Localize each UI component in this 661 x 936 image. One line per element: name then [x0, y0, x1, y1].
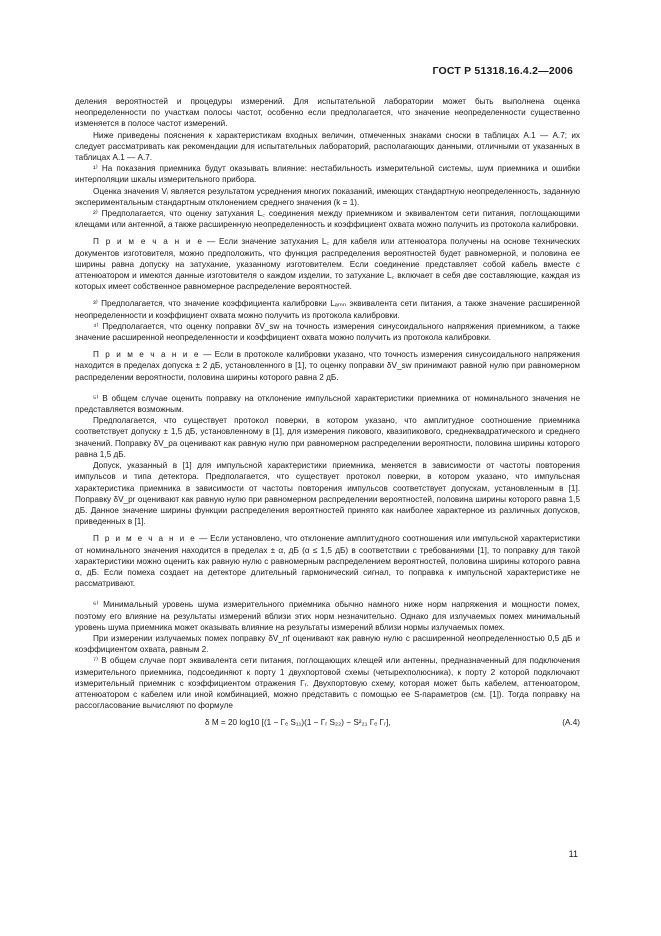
note-label: П р и м е ч а н и е	[93, 350, 200, 360]
paragraph-text: — Если значение затухания L꜀ для кабеля или аттенюатора получены на основе технических документов изготовителя, можно предположить, что функция распределения вероятностей будет равномерной, и половина ее ширины равна допуску на затухание, указанному изготовителем. Если соединение представляет собой кабель вместе с аттенюатором и имеются данные изготовителя о каждом изделии, то затухание L꜀ включает в себя две составляющие, каждая из которых имеет собственное равномерное распределение вероятностей.	[75, 237, 580, 292]
paragraph-text: ²⁾ Предполагается, что оценку затухания L꜀ соединения между приемником и эквивалентом сети питания, поглощающими клещами или антенной, а также расширенную неопределенность и коэффициент охвата можно получить из протокола калибровки.	[75, 209, 580, 230]
note-label: П р и м е ч а н и е	[93, 534, 197, 544]
paragraph-p11	[75, 415, 580, 460]
paragraph-p8	[75, 321, 580, 343]
paragraph-p13	[75, 533, 580, 589]
paragraph-text: ⁶⁾ Минимальный уровень шума измерительного приемника обычно намного ниже норм напряжения и мощности помех, поэтому его влияние на результаты измерений вблизи этих норм незначительно. Однако для излучаемых помех минимальный уровень шума приемника может оказывать влияние на результаты измерений вблизи нормы излучаемых помех.	[75, 600, 580, 632]
page-number: 11	[568, 849, 578, 859]
paragraph-p2	[75, 130, 580, 164]
paragraph-p12	[75, 460, 580, 527]
note-label: П р и м е ч а н и е	[93, 237, 204, 247]
paragraph-p9	[75, 349, 580, 383]
paragraph-text: деления вероятностей и процедуры измерений. Для испытательной лаборатории может быть выполнена оценка неопределенности по участкам полосы частот, особенно если предполагается, что значение неопределенности существенно изменяется в полосе частот измерений.	[75, 97, 580, 129]
paragraph-text: Допуск, указанный в [1] для импульсной характеристики приемника, меняется в зависимости от частоты повторения импульсов и типа детектора. Предполагается, что существует протокол поверки, в котором указано, что импульсная характеристика приемника в зависимости от частоты повторения импульсов соответствует допускам, установленным в [1]. Поправку δV_pr оценивают как равную нулю при равномерном распределении вероятностей, половина ширины которого равна 1,5 дБ. Данное значение ширины функции распределения вероятностей принято как наиболее характерное из различных допусков, приведенных в [1].	[75, 461, 580, 527]
paragraph-text: Оценка значения Vᵢ является результатом усреднения многих показаний, имеющих стандартную неопределенность, заданную экспериментальным стандартным отклонением среднего значения (k = 1).	[75, 186, 580, 207]
paragraph-p1	[75, 96, 580, 130]
paragraph-text: — Если в протоколе калибровки указано, что точность измерения синусоидального напряжения находится в пределах допуска ± 2 дБ, установленного в [1], то оценку поправки δV_sw принимают равной нулю при равномерном распределении вероятности, половина ширины которого равна 2 дБ.	[75, 350, 580, 382]
paragraph-p3	[75, 163, 580, 185]
paragraph-text: При измерении излучаемых помех поправку δV_nf оценивают как равную нулю с расширенной неопределенностью 0,5 дБ и коэффициентом охвата, равным 2.	[75, 633, 580, 655]
paragraph-text: ¹⁾ На показания приемника будут оказывать влияние: нестабильность измерительной системы, шум приемника и ошибки интерполяции шкалы измерительного прибора.	[75, 164, 580, 185]
paragraph-text: ⁴⁾ Предполагается, что оценку поправки δV_sw на точность измерения синусоидального напряжения приемником, а также значение расширенной неопределенности и коэффициент охвата можно получить из протокола калибровки.	[75, 321, 580, 343]
paragraph-p4	[75, 186, 580, 208]
formula-expression: δ M = 20 log10 [(1 − Γₑ S₁₁)(1 − Γᵣ S₂₂) − S²₂₁ Γₑ Γᵣ],	[205, 718, 391, 728]
paragraph-p15	[75, 633, 580, 655]
paragraph-text: ³⁾ Предполагается, что значение коэффициента калибровки Lₐₘₙ эквивалента сети питания, а также значение расширенной неопределенности и коэффициент охвата можно получить из протокола калибровки.	[75, 299, 580, 320]
formula-number: (А.4)	[562, 718, 580, 728]
paragraph-p10	[75, 393, 580, 415]
paragraph-text: — Если установлено, что отклонение амплитудного соотношения или импульсной характеристики от номинального значения находится в пределах ± α, дБ (α ≤ 1,5 дБ) в соответствии с требованиями [1], то поправку для такой характеристики можно оценить как равную нулю с равномерным распределением вероятностей, половина ширины которого равна α, дБ. Если помеха создает на детекторе длительный гармонический сигнал, то поправка к импульсной характеристике не рассматривают.	[75, 534, 580, 589]
page-body	[75, 96, 580, 731]
paragraph-text: ⁷⁾ В общем случае порт эквивалента сети питания, поглощающих клещей или антенны, предназначенный для подключения измерительного приемника, подсоединяют к порту 1 двухпортовой схемы (четырехполюсника), к порту 2 которой подключают измерительный приемник с коэффициентом отражения Γᵣ. Двухпортовую схему, которая может быть кабелем, аттенюатором, аттенюатором с кабелем или иной комбинацией, можно представить с помощью ее S-параметров (см. [1]). Тогда поправку на рассогласование вычисляют по формуле	[75, 656, 580, 711]
paragraph-p5	[75, 208, 580, 230]
paragraph-p14	[75, 599, 580, 633]
standard-header: ГОСТ Р 51318.16.4.2—2006	[432, 65, 573, 77]
paragraph-text: ⁵⁾ В общем случае оценить поправку на отклонение импульсной характеристики приемника от номинального значения не представляется возможным.	[75, 393, 580, 415]
formula-a4	[75, 717, 580, 731]
paragraph-text: Ниже приведены пояснения к характеристикам входных величин, отмеченных знаками сноски в таблицах А.1 — А.7; их следует рассматривать как рекомендации для испытательных лабораторий, располагающих данными, отличными от указанных в таблицах А.1 — А.7.	[75, 130, 580, 163]
paragraph-text: Предполагается, что существует протокол поверки, в котором указано, что амплитудное соотношение приемника соответствует допуску ± 1,5 дБ, установленному в [1], для измерения пикового, квазипикового, среднеквадратического и среднего значений. Поправку δV_pa оценивают как равную нулю при равномерном распределении вероятности, половина ширины которого равна 1,5 дБ.	[75, 416, 580, 459]
paragraph-p7	[75, 298, 580, 320]
paragraph-p6	[75, 236, 580, 292]
paragraph-p16	[75, 655, 580, 711]
